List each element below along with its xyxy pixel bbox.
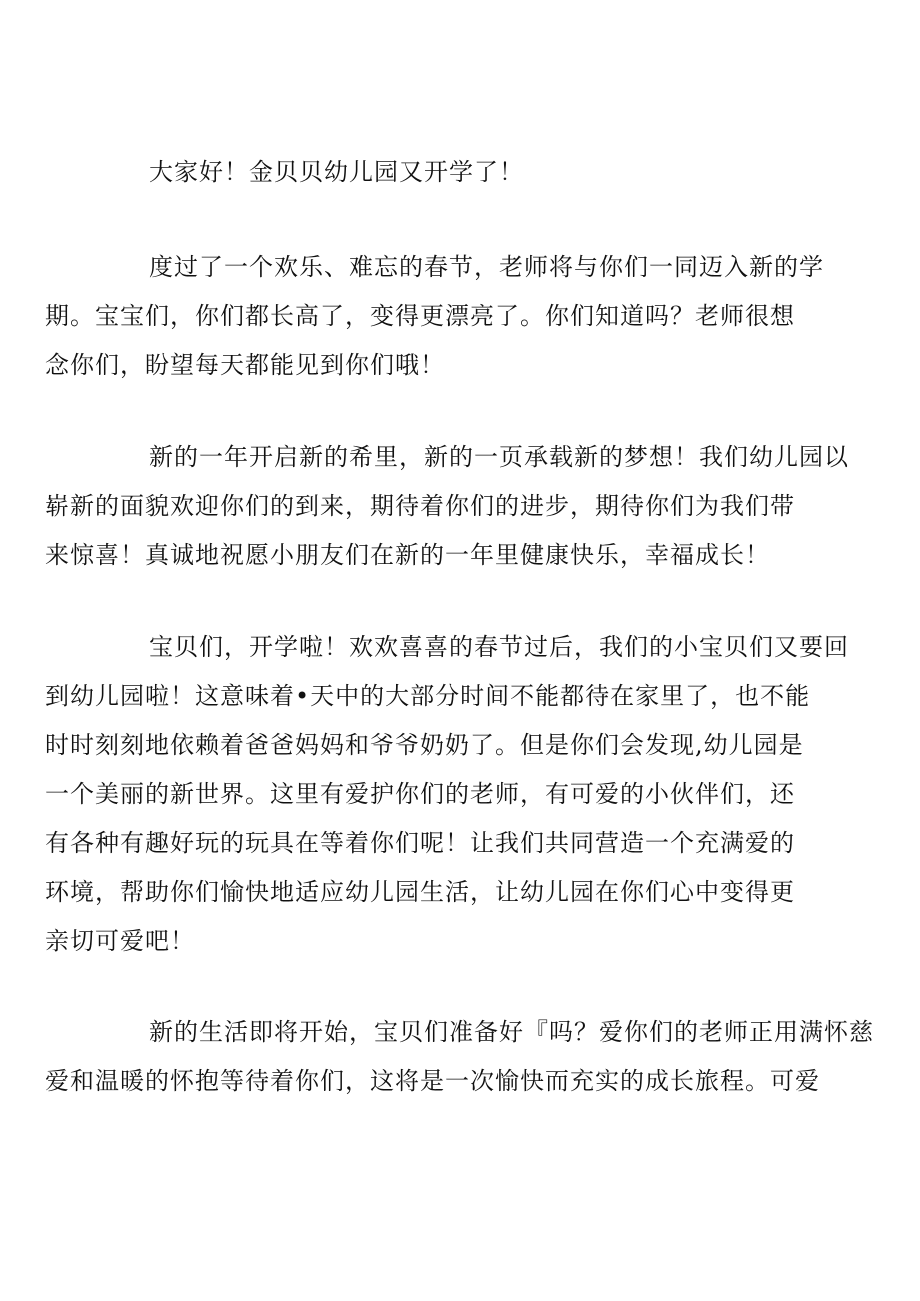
text-line: 念你们，盼望每天都能见到你们哦！ xyxy=(45,351,445,379)
paragraph-new-semester xyxy=(45,243,837,390)
text-line: 大家好！金贝贝幼儿园又开学了！ xyxy=(149,158,524,186)
text-line: 亲切可爱吧！ xyxy=(45,927,195,955)
text-line: 有各种有趣好玩的玩具在等着你们呢！让我们共同营造一个充满爱的 xyxy=(45,829,795,857)
text-line: 环境，帮助你们愉快地适应幼儿园生活，让幼儿园在你们心中变得更 xyxy=(45,878,795,906)
text-line: 新的生活即将开始，宝贝们准备好『吗？爱你们的老师正用满怀慈 xyxy=(149,1018,874,1046)
text-line: 崭新的面貌欢迎你们的到来，期待着你们的进步，期待你们为我们带 xyxy=(45,492,795,520)
text-line: 到幼儿园啦！这意味着•天中的大部分时间不能都待在家里了，也不能 xyxy=(45,682,811,710)
paragraph-new-year-wishes xyxy=(45,433,849,580)
text-line: 来惊喜！真诚地祝愿小朋友们在新的一年里健康快乐，幸福成长！ xyxy=(45,541,770,569)
text-line: 新的一年开启新的希里，新的一页承载新的梦想！我们幼儿园以 xyxy=(149,443,849,471)
text-line: 度过了一个欢乐、难忘的春节，老师将与你们一同迈入新的学 xyxy=(149,253,824,281)
text-line: 时时刻刻地依赖着爸爸妈妈和爷爷奶奶了。但是你们会发现,幼儿园是 xyxy=(45,731,804,759)
text-line: 爱和温暖的怀抱等待着你们，这将是一次愉快而充实的成长旅程。可爱 xyxy=(45,1067,820,1095)
paragraph-back-to-school xyxy=(45,623,849,966)
paragraph-greeting xyxy=(97,148,837,197)
paragraph-new-life xyxy=(45,1008,874,1106)
text-line: 一个美丽的新世界。这里有爱护你们的老师，有可爱的小伙伴们，还 xyxy=(45,780,795,808)
text-line: 宝贝们，开学啦！欢欢喜喜的春节过后，我们的小宝贝们又要回 xyxy=(149,633,849,661)
text-line: 期。宝宝们，你们都长高了，变得更漂亮了。你们知道吗？老师很想 xyxy=(45,302,795,330)
